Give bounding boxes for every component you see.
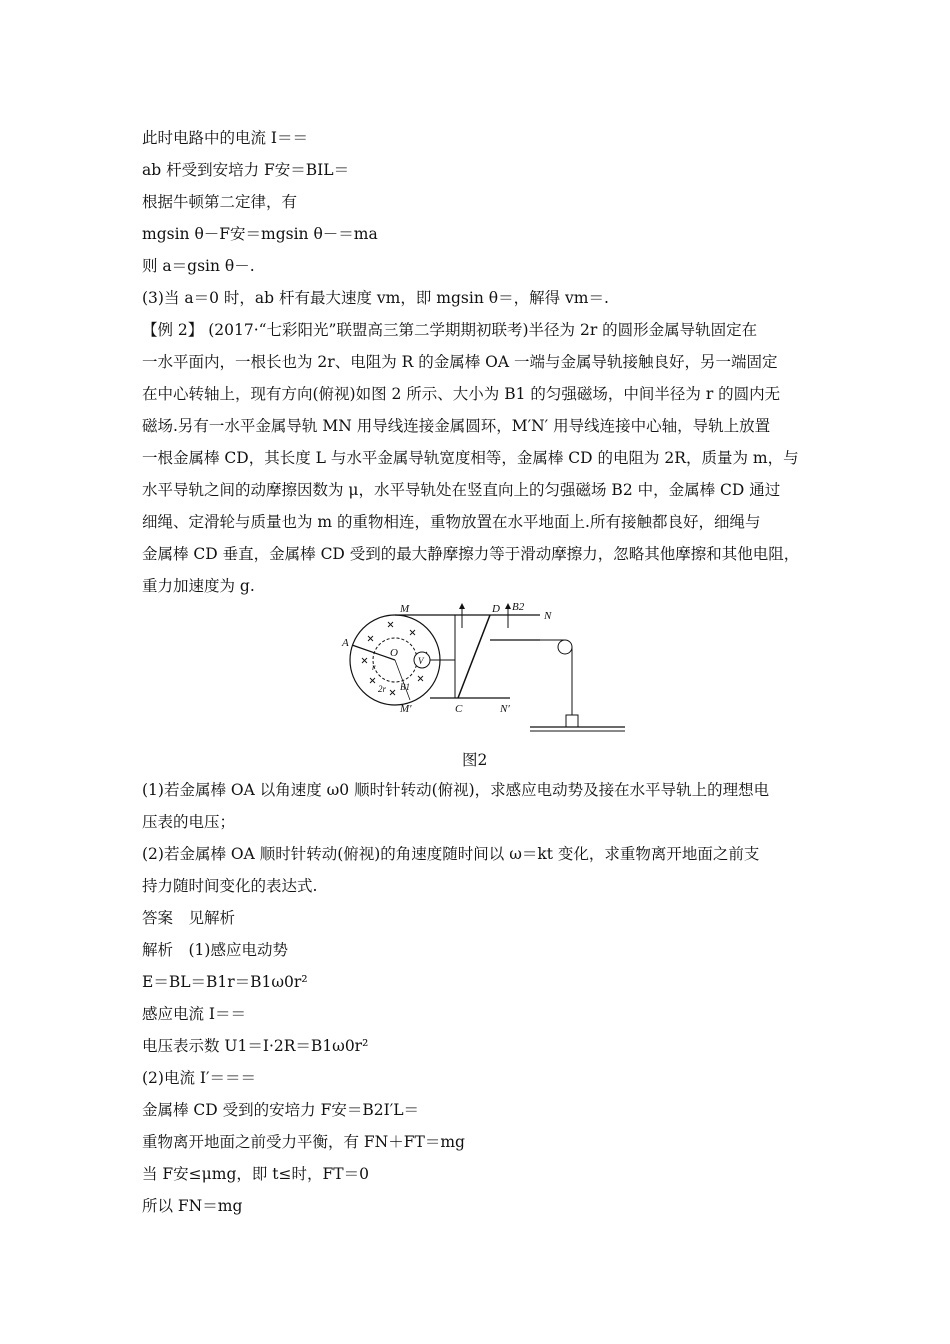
text-line: 答案 见解析 [142,909,236,927]
label-2r: 2r [378,684,387,694]
text-line: (2)电流 I′＝＝＝ [142,1069,257,1087]
label-o: O [390,647,398,659]
text-line: 此时电路中的电流 I＝＝ [142,129,309,147]
circuit-figure [340,600,630,740]
text-line: 电压表示数 U1＝I·2R＝B1ω0r² [142,1037,369,1055]
figure-caption: 图2 [462,751,488,769]
text-line: 细绳、定滑轮与质量也为 m 的重物相连，重物放置在水平地面上.所有接触都良好，细绳与 [142,513,761,531]
text-line: (1)若金属棒 OA 以角速度 ω0 顺时针转动(俯视)，求感应电动势及接在水平导轨上的理想电 [142,781,770,799]
text-line: 则 a＝gsin θ－. [142,257,255,275]
text-line: 磁场.另有一水平金属导轨 MN 用导线连接金属圆环，M′N′ 用导线连接中心轴，导轨上放置 [142,417,771,435]
text-line: 重物离开地面之前受力平衡，有 FN＋FT＝mg [142,1133,465,1151]
label-mp: M′ [400,703,412,715]
text-line: 持力随时间变化的表达式. [142,877,318,895]
label-b1: B1 [400,682,410,692]
text-line: (3)当 a＝0 时，ab 杆有最大速度 vm，即 mgsin θ＝，解得 vm＝. [142,289,609,307]
label-np: N′ [500,703,510,715]
text-line: 在中心转轴上，现有方向(俯视)如图 2 所示、大小为 B1 的匀强磁场，中间半径为 r 的圆内无 [142,385,781,403]
text-line: 金属棒 CD 受到的安培力 F安＝B2I′L＝ [142,1101,420,1119]
label-m: M [400,603,410,615]
text-line: 当 F安≤μmg，即 t≤时，FT＝0 [142,1165,369,1183]
weight-block [566,715,578,727]
label-c: C [455,703,463,715]
pulley-icon [558,640,572,654]
text-line: 一水平面内，一根长也为 2r、电阻为 R 的金属棒 OA 一端与金属导轨接触良好，另一端固定 [142,353,778,371]
text-line: E＝BL＝B1r＝B1ω0r² [142,973,308,991]
text-line: 【例 2】 (2017·“七彩阳光”联盟高三第二学期期初联考)半径为 2r 的圆形金属导轨固定在 [142,321,758,339]
label-d: D [492,603,500,615]
text-line: mgsin θ－F安＝mgsin θ－＝ma [142,225,378,243]
label-b2: B2 [512,601,525,613]
text-line: 重力加速度为 g. [142,577,255,595]
text-line: (2)若金属棒 OA 顺时针转动(俯视)的角速度随时间以 ω＝kt 变化，求重物离开地面之前支 [142,845,760,863]
text-line: 一根金属棒 CD，其长度 L 与水平金属导轨宽度相等，金属棒 CD 的电阻为 2R，质量为 m，与 [142,449,799,467]
text-line: 根据牛顿第二定律，有 [142,193,298,211]
text-line: 水平导轨之间的动摩擦因数为 μ，水平导轨处在竖直向上的匀强磁场 B2 中，金属棒 CD 通过 [142,481,781,499]
label-a: A [342,637,349,649]
text-line: 所以 FN＝mg [142,1197,243,1215]
label-v: V [418,656,424,666]
text-line: 金属棒 CD 垂直，金属棒 CD 受到的最大静摩擦力等于滑动摩擦力，忽略其他摩擦和其他电阻， [142,545,800,563]
label-r: r [372,662,376,672]
text-line: 感应电流 I＝＝ [142,1005,247,1023]
text-line: 解析 (1)感应电动势 [142,941,288,959]
label-n: N [544,610,552,622]
text-line: ab 杆受到安培力 F安＝BIL＝ [142,161,350,179]
text-line: 压表的电压； [142,813,236,831]
